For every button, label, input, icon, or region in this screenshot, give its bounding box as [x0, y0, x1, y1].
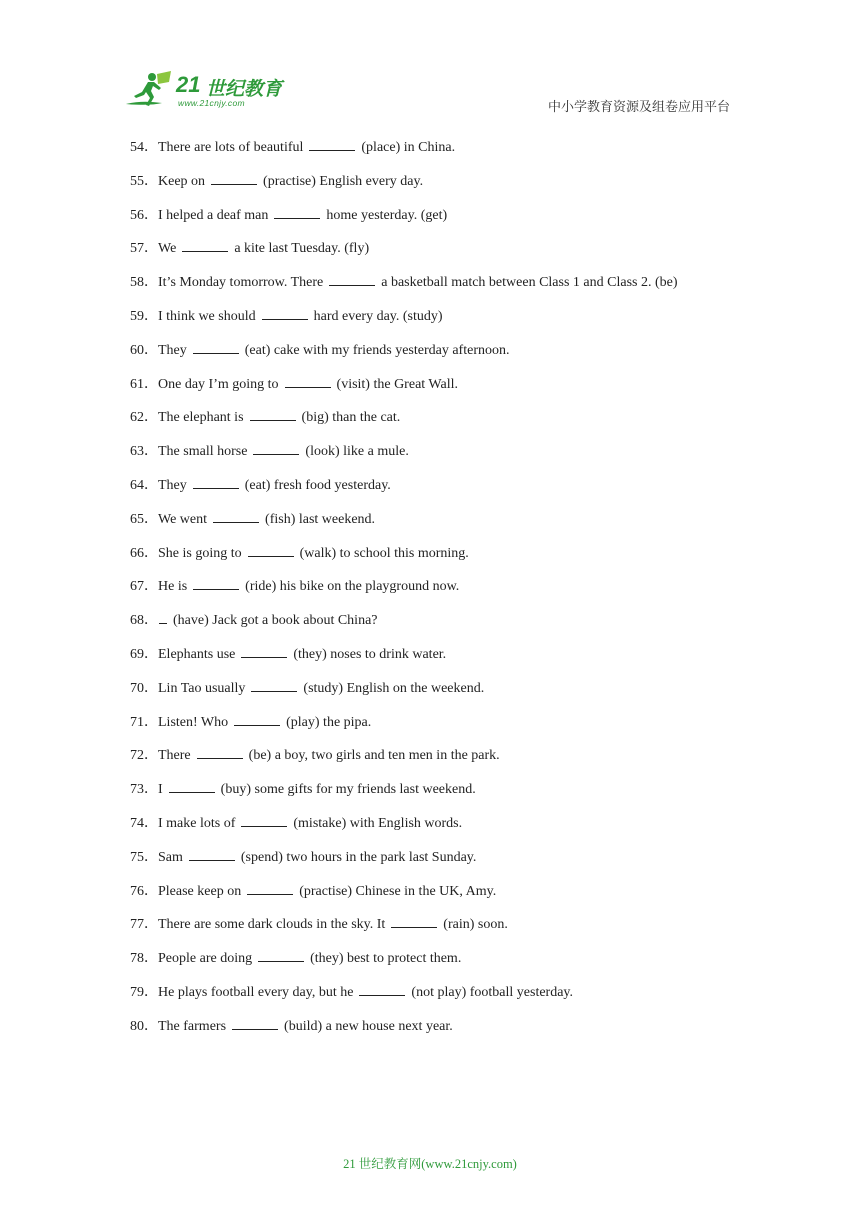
answer-blank[interactable]: [211, 172, 257, 185]
question-text-before: One day I’m going to: [158, 376, 279, 392]
question-text-after: (eat) cake with my friends yesterday afternoon.: [244, 342, 510, 358]
question-text-before: Listen! Who: [158, 714, 229, 730]
answer-blank[interactable]: [285, 375, 331, 388]
question-number: 61．: [130, 376, 158, 392]
question-number: 69．: [130, 646, 158, 662]
question-text-after: home yesterday. (get): [326, 207, 448, 223]
question-text-before: There: [158, 748, 191, 764]
answer-blank[interactable]: [253, 442, 299, 455]
answer-blank[interactable]: [197, 746, 243, 759]
question-text-after: (have) Jack got a book about China?: [173, 613, 378, 629]
question-text-after: (big) than the cat.: [301, 410, 401, 426]
question-item: [130, 307, 750, 341]
question-text-after: (place) in China.: [361, 140, 456, 155]
question-text-before: I make lots of: [158, 815, 236, 831]
answer-blank[interactable]: [248, 544, 294, 557]
question-text-before: I think we should: [158, 308, 256, 324]
question-text-before: Keep on: [158, 173, 206, 189]
question-text-after: (fish) last weekend.: [265, 511, 376, 527]
logo-chinese-text: 世纪教育: [206, 78, 283, 100]
question-text-before: He is: [158, 579, 188, 595]
question-number: 78．: [130, 951, 158, 967]
question-item: [130, 713, 750, 747]
question-text-before: They: [158, 477, 187, 493]
question-item: [130, 780, 750, 814]
question-list: [130, 138, 750, 1051]
question-number: 57．: [130, 241, 158, 257]
question-text-after: (not play) football yesterday.: [411, 984, 574, 1000]
question-number: 64．: [130, 477, 158, 493]
question-text-after: (buy) some gifts for my friends last weekend.: [220, 782, 476, 798]
question-text-before: I: [158, 782, 163, 798]
question-number: 80．: [130, 1018, 158, 1034]
question-text-after: (they) noses to drink water.: [293, 646, 447, 662]
question-text-after: hard every day. (study): [313, 308, 443, 324]
logo-url: www.21cnjy.com: [178, 98, 245, 108]
question-item: [130, 746, 750, 780]
question-item: [130, 645, 750, 679]
question-item: [130, 239, 750, 273]
question-item: [130, 577, 750, 611]
page-footer: 21 世纪教育网(www.21cnjy.com): [343, 1157, 517, 1171]
question-text-after: (practise) Chinese in the UK, Amy.: [299, 883, 497, 899]
answer-blank[interactable]: [329, 273, 375, 286]
question-item: [130, 1017, 750, 1051]
question-text-after: (play) the pipa.: [286, 714, 372, 730]
answer-blank[interactable]: [251, 679, 297, 692]
answer-blank[interactable]: [359, 983, 405, 996]
question-item: [130, 273, 750, 307]
question-number: 68．: [130, 613, 158, 629]
question-text-after: (look) like a mule.: [305, 444, 409, 460]
answer-blank[interactable]: [193, 476, 239, 489]
answer-blank[interactable]: [274, 206, 320, 219]
question-item: [130, 476, 750, 510]
question-text-after: (ride) his bike on the playground now.: [245, 579, 460, 595]
page-header: [0, 0, 860, 120]
question-number: 62．: [130, 410, 158, 426]
answer-blank[interactable]: [241, 814, 287, 827]
question-item: [130, 172, 750, 206]
question-text-after: a basketball match between Class 1 and Class 2. (be): [381, 275, 678, 291]
question-text-after: (visit) the Great Wall.: [336, 376, 458, 392]
question-text-before: There are some dark clouds in the sky. It: [158, 917, 386, 933]
question-item: [130, 848, 750, 882]
answer-blank[interactable]: [189, 848, 235, 861]
header-platform-text: 中小学教育资源及组卷应用平台: [547, 100, 730, 115]
answer-blank[interactable]: [193, 577, 239, 590]
question-item: [130, 138, 750, 172]
question-text-before: We: [158, 241, 177, 257]
question-text-before: People are doing: [158, 951, 253, 967]
question-item: [130, 510, 750, 544]
question-text-after: (build) a new house next year.: [284, 1018, 453, 1034]
answer-blank[interactable]: [262, 307, 308, 320]
answer-blank[interactable]: [159, 611, 167, 624]
question-text-before: We went: [158, 511, 208, 527]
question-text-after: (mistake) with English words.: [293, 815, 463, 831]
question-item: [130, 206, 750, 240]
question-text-after: (rain) soon.: [443, 917, 508, 933]
question-text-after: (spend) two hours in the park last Sunday.: [240, 849, 477, 865]
question-text-before: I helped a deaf man: [158, 207, 269, 223]
answer-blank[interactable]: [213, 510, 259, 523]
question-number: 65．: [130, 511, 158, 527]
answer-blank[interactable]: [193, 341, 239, 354]
question-text-before: Please keep on: [158, 883, 242, 899]
question-number: 70．: [130, 680, 158, 696]
question-number: 75．: [130, 849, 158, 865]
question-text-before: Sam: [158, 849, 183, 865]
question-item: [130, 341, 750, 375]
site-logo: [122, 68, 292, 114]
answer-blank[interactable]: [241, 645, 287, 658]
question-number: 54．: [130, 140, 158, 155]
question-number: 55．: [130, 173, 158, 189]
question-item: [130, 544, 750, 578]
logo-number: 21: [176, 72, 201, 97]
answer-blank[interactable]: [247, 882, 293, 895]
answer-blank[interactable]: [169, 780, 215, 793]
question-number: 58．: [130, 275, 158, 291]
question-text-before: The small horse: [158, 444, 248, 460]
answer-blank[interactable]: [258, 949, 304, 962]
question-number: 73．: [130, 782, 158, 798]
question-text-before: The farmers: [158, 1018, 227, 1034]
question-number: 59．: [130, 308, 158, 324]
question-text-before: He plays football every day, but he: [158, 984, 354, 1000]
answer-blank[interactable]: [250, 408, 296, 421]
question-text-before: The elephant is: [158, 410, 244, 426]
question-text-after: (be) a boy, two girls and ten men in the park.: [248, 748, 500, 764]
question-item: [130, 949, 750, 983]
answer-blank[interactable]: [309, 138, 355, 151]
question-item: [130, 983, 750, 1017]
answer-blank[interactable]: [234, 713, 280, 726]
question-number: 72．: [130, 748, 158, 764]
question-text-after: (they) best to protect them.: [310, 951, 462, 967]
question-number: 74．: [130, 815, 158, 831]
question-text-before: It’s Monday tomorrow. There: [158, 275, 324, 291]
question-item: [130, 408, 750, 442]
question-item: [130, 611, 750, 645]
question-text-after: (walk) to school this morning.: [299, 545, 469, 561]
answer-blank[interactable]: [391, 915, 437, 928]
question-number: 60．: [130, 342, 158, 358]
question-text-after: a kite last Tuesday. (fly): [234, 241, 370, 257]
question-number: 56．: [130, 207, 158, 223]
question-number: 67．: [130, 579, 158, 595]
question-text-before: Lin Tao usually: [158, 680, 246, 696]
question-number: 71．: [130, 714, 158, 730]
question-number: 63．: [130, 444, 158, 460]
question-item: [130, 679, 750, 713]
question-item: [130, 882, 750, 916]
question-number: 66．: [130, 545, 158, 561]
question-item: [130, 375, 750, 409]
question-text-before: There are lots of beautiful: [158, 140, 304, 155]
question-text-after: (study) English on the weekend.: [303, 680, 485, 696]
question-number: 79．: [130, 984, 158, 1000]
question-text-before: She is going to: [158, 545, 242, 561]
question-text-before: Elephants use: [158, 646, 236, 662]
question-item: [130, 442, 750, 476]
answer-blank[interactable]: [232, 1017, 278, 1030]
question-item: [130, 814, 750, 848]
question-text-before: They: [158, 342, 187, 358]
question-number: 76．: [130, 883, 158, 899]
runner-logo-icon: [122, 70, 174, 110]
question-text-after: (practise) English every day.: [263, 173, 424, 189]
question-number: 77．: [130, 917, 158, 933]
question-item: [130, 915, 750, 949]
question-text-after: (eat) fresh food yesterday.: [244, 477, 391, 493]
answer-blank[interactable]: [182, 239, 228, 252]
